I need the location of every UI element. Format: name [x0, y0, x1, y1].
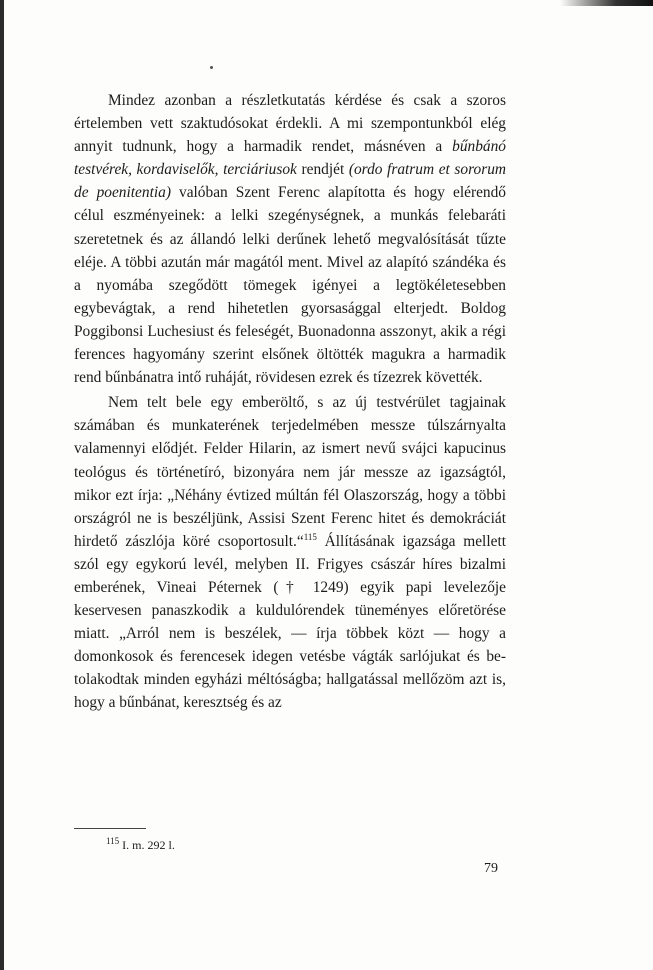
scan-top-edge: [560, 0, 653, 6]
footnote: [106, 838, 175, 853]
footnote-marker: 115: [106, 836, 120, 846]
footnote-rule: [74, 828, 146, 829]
text-run: Nem telt bele egy emberöltő, s az új testvérület tagjainak számában és munkaterének terjedelmében messze túlszárnyalta valamennyi elődjét. Felder Hilarin, az ismert nevű svájci kapucinus teológus és történetíró, bizonyára nem jár messze az igazságtól, mikor ezt írja: „Néhány évtized múltán fél Olaszország, hogy a többi országról ne is beszéljünk, Assisi Szent Ferenc hitet és demokráciát hirdető zászlója köré csoportosult.“: [74, 394, 506, 550]
body-text: [74, 89, 506, 715]
ink-speck: [210, 66, 213, 69]
paragraph-2: [74, 391, 506, 714]
footnote-text: I. m. 292 l.: [119, 838, 175, 852]
text-run: Mindez azonban a részletkutatás kérdése és csak a szoros értelemben vett szaktudósokat érdekli. A mi szempontunkból elég annyit tudnunk, hogy a harmadik rendet, másnéven a: [74, 92, 506, 156]
scan-left-edge: [0, 0, 4, 970]
text-run: rendjét: [296, 161, 349, 179]
italic-run: bűnbánó testvérek, kordaviselők, terciáriusok: [74, 138, 506, 179]
italic-run: (ordo fratrum et sororum de poenitentia): [74, 161, 506, 202]
text-run: Állításának igazsága mellett szól egy egykorú levél, melyben II. Frigyes császár híres bizalmi emberének, Vineai Péternek († 1249) egyik papi levelezője keservesen panaszkodik a kuldulórendek tüneményes előretörése miatt. „Arról nem is beszélek, — írja többek közt — hogy a domonkosok és ferencesek idegen vetésbe vágták sarlójukat és betolakodtak minden egyházi méltóságba; hallgatással mellőzöm azt is, hogy a bűnbánat, keresztség és az: [74, 532, 506, 712]
page-number: 79: [484, 861, 498, 876]
footnote-reference: 115: [303, 531, 317, 542]
text-run: valóban Szent Ferenc alapította és hogy elérendő célul eszményeinek: a lelki szegénységnek, a munkás felebaráti szeretetnek és az állandó lelki derűnek lehető megvalósítását tűzte eléje. A többi azután már magától ment. Mivel az alapító szándéka és a nyomába szegődött tömegek igényei a legtökéletesebben egybevágtak, a rend hihetetlen gyorsasággal elterjedt. Boldog Poggibonsi Luchesiust és feleségét, Buonadonna asszonyt, akik a régi ferences hagyomány szerint elsőnek öltötték magukra a harmadik rend bűnbánatra intő ruháját, rövidesen ezrek és tízezrek követték.: [74, 184, 506, 387]
paragraph-1: [74, 89, 506, 389]
